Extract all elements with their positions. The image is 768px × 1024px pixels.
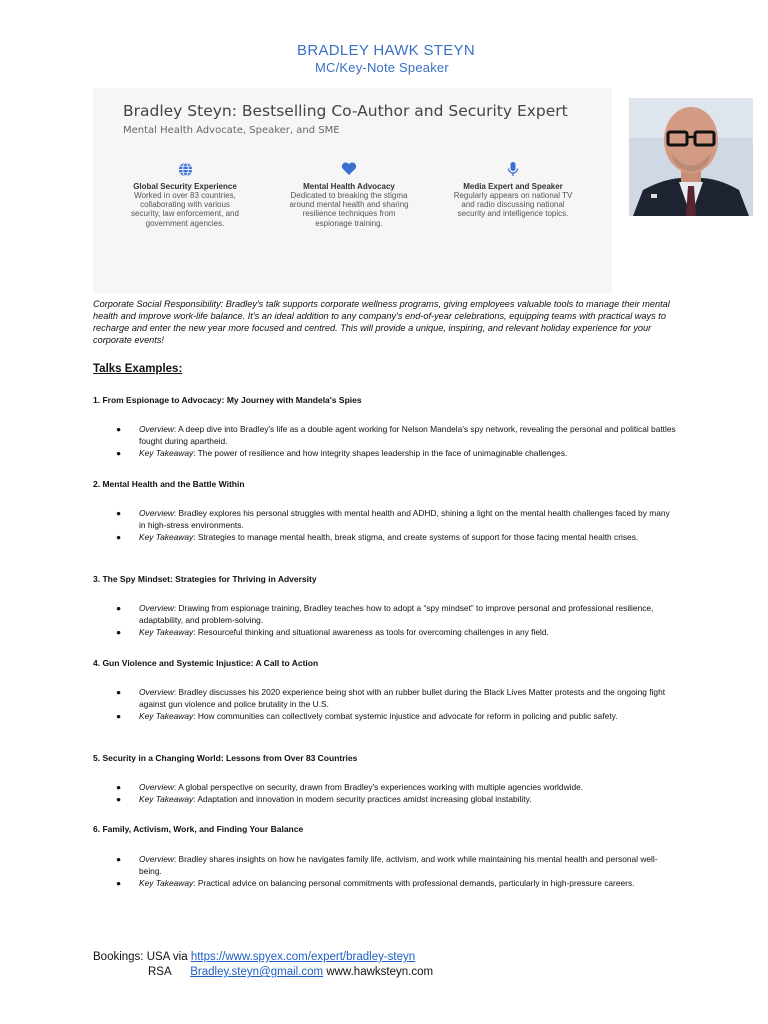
document-title: BRADLEY HAWK STEYN xyxy=(297,42,475,59)
rsa-label: RSA xyxy=(148,966,172,978)
feature-description: Regularly appears on national TV and radio discussing national security and intelligence topics. xyxy=(453,191,573,219)
overview-item: ● Overview: Bradley shares insights on how he navigates family life, activism, and work while maintaining his mental health and personal well-being. xyxy=(116,854,658,876)
takeaway-item: ● Key Takeaway: Adaptation and innovation in modern security practices amidst increasing global instability. xyxy=(116,794,532,804)
heart-icon xyxy=(274,160,424,178)
microphone-icon xyxy=(438,160,588,178)
talk-title: 1. From Espionage to Advocacy: My Journey with Mandela's Spies xyxy=(93,395,362,405)
bullet-icon: ● xyxy=(116,878,122,888)
feature-title: Mental Health Advocacy xyxy=(303,182,395,191)
takeaway-item: ● Key Takeaway: How communities can collectively combat systemic injustice and advocate for reform in policing and public safety. xyxy=(116,711,618,721)
bullet-icon: ● xyxy=(116,603,122,613)
talk-details xyxy=(113,781,678,805)
overview-item: ● Overview: Drawing from espionage training, Bradley teaches how to adopt a “spy mindset” to improve personal and professional resilience, adaptability, and problem-solving. xyxy=(116,603,654,625)
website-text: www.hawksteyn.com xyxy=(323,966,434,978)
banner-subtitle: Mental Health Advocate, Speaker, and SME xyxy=(123,125,340,136)
speaker-photo xyxy=(629,98,753,216)
bookings-line xyxy=(93,951,415,963)
bullet-icon: ● xyxy=(116,448,122,458)
feature-title: Global Security Experience xyxy=(133,182,237,191)
bullet-icon: ● xyxy=(116,687,122,697)
feature-global-security xyxy=(110,160,260,228)
email-link[interactable]: Bradley.steyn@gmail.com xyxy=(190,966,324,978)
usa-booking-link[interactable]: https://www.spyex.com/expert/bradley-steyn xyxy=(190,951,416,963)
talk-details xyxy=(113,602,678,638)
feature-media-expert xyxy=(438,160,588,219)
talk-details xyxy=(113,686,678,722)
overview-item: ● Overview: A deep dive into Bradley's life as a double agent working for Nelson Mandela's spy network, revealing the personal and political battles fought during apartheid. xyxy=(116,424,676,446)
banner-title: Bradley Steyn: Bestselling Co-Author and Security Expert xyxy=(123,102,568,120)
bullet-icon: ● xyxy=(116,854,122,864)
feature-description: Worked in over 83 countries, collaborating with various security, law enforcement, and government agencies. xyxy=(131,191,239,228)
takeaway-item: ● Key Takeaway: Practical advice on balancing personal commitments with professional demands, particularly in high-pressure careers. xyxy=(116,878,635,888)
overview-item: ● Overview: A global perspective on security, drawn from Bradley's experiences working with multiple agencies worldwide. xyxy=(116,782,584,792)
feature-description: Dedicated to breaking the stigma around mental health and sharing resilience techniques from espionage training. xyxy=(289,191,409,228)
feature-mental-health xyxy=(274,160,424,228)
talk-details xyxy=(113,423,678,459)
talk-details xyxy=(113,853,678,889)
overview-item: ● Overview: Bradley discusses his 2020 experience being shot with an rubber bullet during the Black Lives Matter protests and the ongoing fight against gun violence and police brutality in the U.S. xyxy=(116,687,666,709)
document-subtitle: MC/Key-Note Speaker xyxy=(315,60,449,75)
csr-paragraph: Corporate Social Responsibility: Bradley's talk supports corporate wellness programs, giving employees valuable tools to manage their mental health and improve work-life balance. It's an ideal addition to any company's end-of-year celebrations, equipping teams with practical ways to recharge and enter the new year more focused and centred. This will provide a unique, inspiring, and relevant holiday experience for your corporate events! xyxy=(93,299,670,345)
speaker-banner xyxy=(93,88,612,293)
bullet-icon: ● xyxy=(116,627,122,637)
bullet-icon: ● xyxy=(116,424,122,434)
overview-item: ● Overview: Bradley explores his personal struggles with mental health and ADHD, shining a light on the mental health challenges faced by many in high-stress environments. xyxy=(116,508,670,530)
bullet-icon: ● xyxy=(116,711,122,721)
talk-title: 3. The Spy Mindset: Strategies for Thriving in Adversity xyxy=(93,574,317,584)
talk-title: 5. Security in a Changing World: Lessons from Over 83 Countries xyxy=(93,753,358,763)
talk-title: 4. Gun Violence and Systemic Injustice: A Call to Action xyxy=(93,658,319,668)
bullet-icon: ● xyxy=(116,794,122,804)
talk-title: 6. Family, Activism, Work, and Finding Your Balance xyxy=(93,824,304,834)
talk-title: 2. Mental Health and the Battle Within xyxy=(93,479,245,489)
talk-details xyxy=(113,507,678,543)
takeaway-item: ● Key Takeaway: Strategies to manage mental health, break stigma, and create systems of support for those facing mental health crises. xyxy=(116,532,639,542)
bullet-icon: ● xyxy=(116,782,122,792)
takeaway-item: ● Key Takeaway: The power of resilience and how integrity shapes leadership in the face of unimaginable challenges. xyxy=(116,448,568,458)
talks-heading: Talks Examples: xyxy=(93,363,183,375)
feature-title: Media Expert and Speaker xyxy=(463,182,563,191)
bullet-icon: ● xyxy=(116,508,122,518)
bookings-label: Bookings: USA via xyxy=(93,951,191,963)
bullet-icon: ● xyxy=(116,532,122,542)
takeaway-item: ● Key Takeaway: Resourceful thinking and situational awareness as tools for overcoming challenges in any field. xyxy=(116,627,549,637)
globe-icon xyxy=(110,160,260,178)
rsa-contact-line xyxy=(148,966,433,978)
